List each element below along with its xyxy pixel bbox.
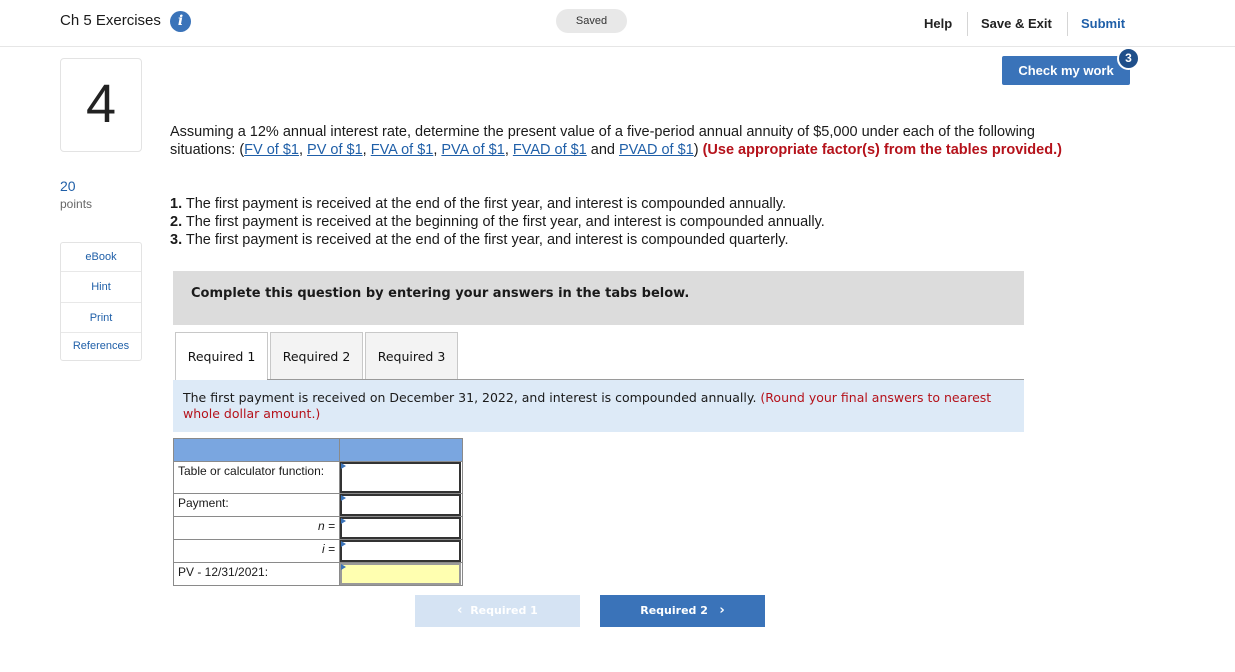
pv-input[interactable] [340,563,461,585]
row-label: Table or calculator function: [174,462,340,494]
requirement-item: 3. The first payment is received at the end of the first year, and interest is compounded quarterly. [170,232,789,248]
question-text: Assuming a 12% annual interest rate, determine the present value of a five-period annual annuity of $5,000 under each of the following situations: (FV of $1, PV of $1, FVA of $1, PVA of $1, FVAD of $1 and PVAD of $1) (Use appropriate factor(s) from the tables provided.) [170,124,1062,158]
question-number: 4 [85,74,117,134]
divider [61,302,141,303]
requirement-item: 2. The first payment is received at the beginning of the first year, and interest is compounded annually. [170,214,825,230]
requirement-item: 1. The first payment is received at the end of the first year, and interest is compounded annually. [170,196,787,212]
info-icon[interactable]: i [170,11,191,32]
pvad-table-link[interactable]: PVAD of $1 [619,142,694,158]
factor-instruction: (Use appropriate factor(s) from the tables provided.) [702,142,1062,158]
references-link[interactable]: References [72,340,130,352]
divider [1067,12,1068,36]
dropdown-indicator-icon [341,495,346,501]
row-label: PV - 12/31/2021: [174,563,340,586]
dropdown-indicator-icon [341,518,346,524]
dropdown-indicator-icon [341,541,346,547]
and-text: and [590,142,615,158]
help-link[interactable]: Help [924,16,953,31]
table-row [174,563,463,586]
print-link[interactable]: Print [89,312,113,324]
payment-input[interactable] [340,494,461,516]
requirements-list [170,195,1100,249]
chevron-right-icon: › [719,603,725,618]
tab-required-1[interactable]: Required 1 [175,332,268,380]
dropdown-indicator-icon [341,463,346,469]
table-header-row [174,439,463,462]
points-value: 20 [60,178,76,194]
n-input[interactable] [340,517,461,539]
divider [967,12,968,36]
dropdown-indicator-icon [341,564,346,570]
tab-required-3[interactable]: Required 3 [365,332,458,379]
rounding-instruction: (Round your final answers to nearest whole dollar amount.) [183,390,992,421]
instruction-banner [173,271,1024,325]
i-input[interactable] [340,540,461,562]
prompt-panel [173,380,1024,432]
fvad-table-link[interactable]: FVAD of $1 [512,142,587,158]
table-row [174,517,463,540]
tab-required-2[interactable]: Required 2 [270,332,363,379]
divider [61,271,141,272]
row-label: n = [174,517,340,540]
answer-table [173,438,463,586]
table-row [174,494,463,517]
hint-link[interactable]: Hint [91,281,111,293]
row-label: i = [174,540,340,563]
top-bar [0,0,1235,47]
row-label: Payment: [174,494,340,517]
prompt-text: The first payment is received on December 31, 2022, and interest is compounded annually. (Round your final answers to nearest whole dollar amount.) [183,390,992,421]
question-number-box [60,58,142,152]
submit-link[interactable]: Submit [1081,16,1126,31]
function-input[interactable] [340,462,461,493]
divider [61,332,141,333]
next-required-button[interactable]: Required 2 › [600,595,765,627]
instruction-text: Complete this question by entering your answers in the tabs below. [191,286,690,301]
table-row [174,462,463,494]
question-intro: Assuming a 12% annual interest rate, determine the present value of a five-period annual annuity of $5,000 under each of the following situations: ( [170,124,1035,158]
assignment-title: Ch 5 Exercises [60,12,161,29]
points-label: points [60,197,93,211]
ebook-link[interactable]: eBook [85,251,117,263]
check-my-work-button[interactable]: Check my work [1002,56,1130,85]
fv-table-link[interactable]: FV of $1 [244,142,299,158]
fva-table-link[interactable]: FVA of $1 [370,142,434,158]
save-exit-link[interactable]: Save & Exit [981,16,1052,31]
check-count-badge: 3 [1117,47,1140,70]
chevron-left-icon: ‹ [457,603,463,618]
saved-status-badge: Saved [556,9,627,33]
prev-required-button[interactable]: ‹ Required 1 [415,595,580,627]
pva-table-link[interactable]: PVA of $1 [441,142,505,158]
close-paren: ) [693,142,699,158]
table-row [174,540,463,563]
pv-table-link[interactable]: PV of $1 [307,142,363,158]
tools-panel [60,242,142,361]
